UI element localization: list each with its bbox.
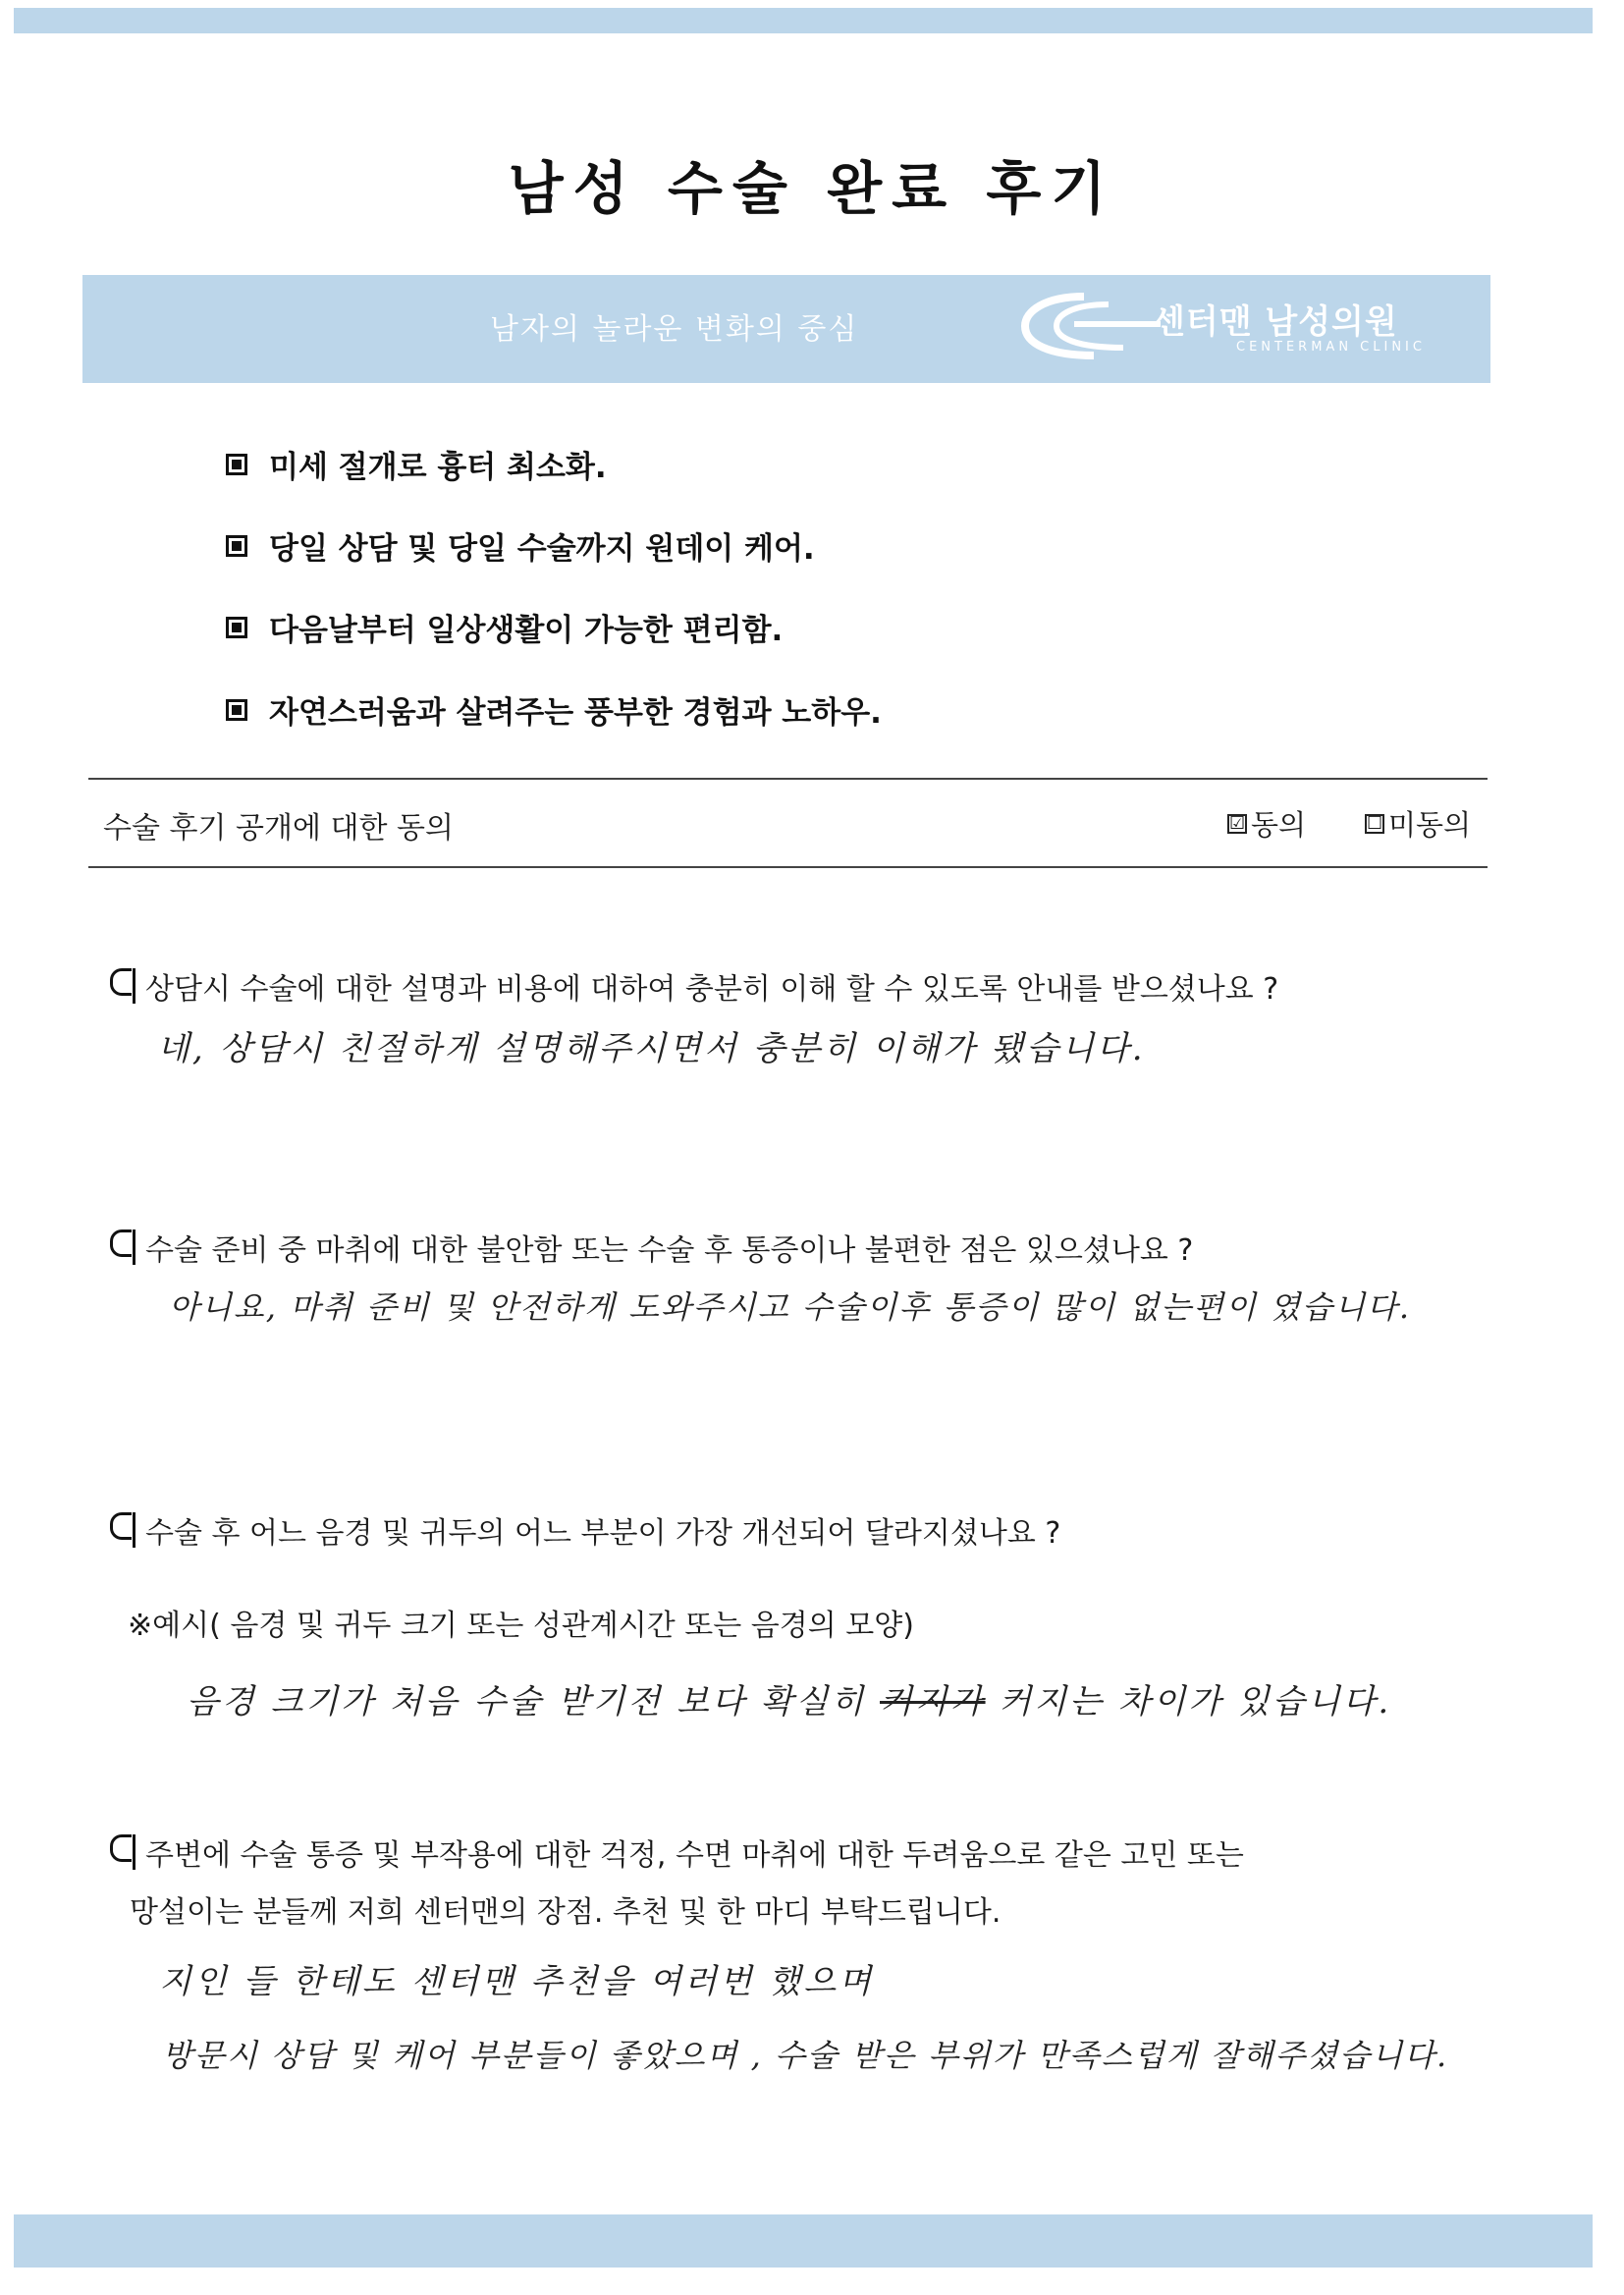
feature-item: 자연스러움과 살려주는 풍부한 경험과 노하우. bbox=[226, 687, 882, 732]
handwritten-answer-1: 네, 상담시 친절하게 설명해주시면서 충분히 이해가 됐습니다. bbox=[157, 1029, 1146, 1068]
clinic-banner bbox=[82, 275, 1490, 383]
clinic-name-en: CENTERMAN CLINIC bbox=[1236, 340, 1426, 355]
question-3: 수술 후 어느 음경 및 귀두의 어느 부분이 가장 개선되어 달라지셨나요 ? bbox=[110, 1508, 1485, 1552]
question-bracket-icon bbox=[110, 968, 132, 996]
question-3-example-note: ※예시( 음경 및 귀두 크기 또는 성관계시간 또는 음경의 모양) bbox=[128, 1609, 914, 1643]
banner-slogan: 남자의 놀라운 변화의 중심 bbox=[490, 312, 859, 347]
question-bracket-icon bbox=[110, 1229, 132, 1257]
struck-word: 커지가 bbox=[880, 1682, 986, 1721]
feature-item: 다음날부터 일상생활이 가능한 편리함. bbox=[226, 605, 783, 649]
question-1: 상담시 수술에 대한 설명과 비용에 대하여 충분히 이해 할 수 있도록 안내를 받으셨나요 ? bbox=[110, 964, 1485, 1008]
clinic-name: 센터맨 남성의원 bbox=[1153, 302, 1398, 342]
question-2: 수술 준비 중 마취에 대한 불안함 또는 수술 후 통증이나 불편한 점은 있으셨나요 ? bbox=[110, 1226, 1485, 1269]
consent-label: 수술 후기 공개에 대한 동의 bbox=[103, 811, 454, 846]
handwritten-answer-3: 음경 크기가 처음 수술 받기전 보다 확실히 커지가 커지는 차이가 있습니다. bbox=[187, 1682, 1392, 1721]
divider bbox=[88, 778, 1488, 780]
square-bullet-icon bbox=[226, 454, 247, 475]
consent-disagree-option[interactable]: ☐ 미동의 bbox=[1366, 808, 1472, 842]
feature-item: 당일 상담 및 당일 수술까지 원데이 케어. bbox=[226, 523, 815, 568]
question-4: 주변에 수술 통증 및 부작용에 대한 걱정, 수면 마취에 대한 두려움으로 같은 고민 또는 bbox=[110, 1831, 1485, 1874]
square-bullet-icon bbox=[226, 535, 247, 557]
handwritten-answer-4-line-2: 방문시 상담 및 케어 부분들이 좋았으며 , 수술 받은 부위가 만족스럽게 잘해주셨습니다. bbox=[162, 2037, 1449, 2074]
clinic-logo-icon bbox=[1015, 287, 1163, 365]
page-title: 남성 수술 완료 후기 bbox=[508, 155, 1116, 222]
question-bracket-icon bbox=[110, 1512, 132, 1540]
square-bullet-icon bbox=[226, 617, 247, 638]
bottom-color-band bbox=[14, 2214, 1593, 2268]
handwritten-answer-2: 아니요, 마취 준비 및 안전하게 도와주시고 수술이후 통증이 많이 없는편이 였습니다. bbox=[169, 1288, 1412, 1326]
top-color-band bbox=[14, 8, 1593, 33]
checked-checkbox-icon[interactable]: ☑ bbox=[1228, 812, 1246, 834]
square-bullet-icon bbox=[226, 699, 247, 721]
question-bracket-icon bbox=[110, 1834, 132, 1862]
consent-agree-option[interactable]: ☑ 동의 bbox=[1228, 808, 1307, 842]
unchecked-checkbox-icon[interactable]: ☐ bbox=[1366, 812, 1383, 834]
question-4-continued: 망설이는 분들께 저희 센터맨의 장점. 추천 및 한 마디 부탁드립니다. bbox=[130, 1895, 1001, 1930]
divider bbox=[88, 866, 1488, 868]
feature-item: 미세 절개로 흉터 최소화. bbox=[226, 442, 607, 486]
handwritten-answer-4-line-1: 지인 들 한테도 센터맨 추천을 여러번 했으며 bbox=[159, 1962, 875, 2001]
